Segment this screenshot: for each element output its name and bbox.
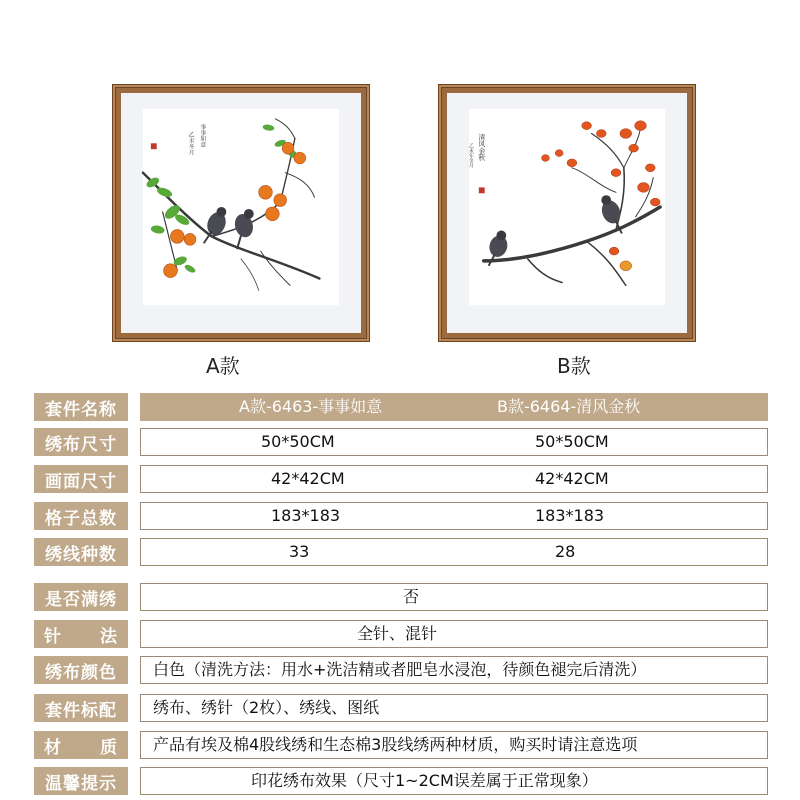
row-grid-count xyxy=(34,502,768,530)
label-kit-contents: 套件标配 xyxy=(34,694,128,722)
row-notice xyxy=(34,767,768,795)
seal-icon xyxy=(151,143,157,149)
row-set-name xyxy=(34,393,768,421)
fabric-size-a: 50*50CM xyxy=(261,432,335,451)
painting-a-title-text: 事事如意 xyxy=(198,123,205,148)
painting-a-frame xyxy=(112,84,370,342)
row-kit-contents xyxy=(34,694,768,722)
painting-b-frame xyxy=(438,84,696,342)
label-stitch xyxy=(34,620,128,648)
label-stitch-char-2: 法 xyxy=(100,626,118,647)
painting-b-inscription-text: 乙未年冬月 xyxy=(467,143,474,168)
label-material xyxy=(34,731,128,759)
label-fabric-size: 绣布尺寸 xyxy=(34,428,128,456)
painting-b-mat xyxy=(447,93,687,333)
set-name-a: A款-6463-事事如意 xyxy=(239,397,383,416)
row-image-size xyxy=(34,465,768,493)
value-thread-types xyxy=(140,538,768,566)
row-thread-types xyxy=(34,538,768,566)
painting-a-image xyxy=(143,109,339,305)
grid-count-a: 183*183 xyxy=(271,506,341,525)
value-image-size xyxy=(140,465,768,493)
label-material-char-2: 质 xyxy=(100,737,118,758)
label-set-name: 套件名称 xyxy=(34,393,128,421)
kit-contents-value: 绣布、绣针（2枚）、绣线、图纸 xyxy=(153,698,380,717)
painting-a-caption: A款 xyxy=(206,354,240,378)
row-fabric-color xyxy=(34,656,768,684)
value-fabric-size xyxy=(140,428,768,456)
value-fabric-color xyxy=(140,656,768,684)
value-stitch xyxy=(140,620,768,648)
thread-types-a: 33 xyxy=(289,542,310,561)
label-full-embroidery: 是否满绣 xyxy=(34,583,128,611)
stitch-value: 全针、混针 xyxy=(357,624,438,643)
row-full-embroidery xyxy=(34,583,768,611)
painting-b-caption: B款 xyxy=(557,354,591,378)
painting-a-mat xyxy=(121,93,361,333)
value-material xyxy=(140,731,768,759)
image-size-b: 42*42CM xyxy=(535,469,609,488)
label-image-size: 画面尺寸 xyxy=(34,465,128,493)
value-set-name xyxy=(140,393,768,421)
autumn-leaves-birds-painting xyxy=(469,109,665,305)
label-stitch-char-1: 针 xyxy=(44,626,62,647)
row-material xyxy=(34,731,768,759)
value-grid-count xyxy=(140,502,768,530)
full-embroidery-value: 否 xyxy=(403,587,420,606)
label-material-char-1: 材 xyxy=(44,737,62,758)
value-kit-contents xyxy=(140,694,768,722)
label-fabric-color: 绣布颜色 xyxy=(34,656,128,684)
label-thread-types: 绣线种数 xyxy=(34,538,128,566)
painting-b-image xyxy=(469,109,665,305)
notice-value: 印花绣布效果（尺寸1~2CM误差属于正常现象） xyxy=(251,771,598,790)
set-name-b: B款-6464-清风金秋 xyxy=(497,397,641,416)
persimmon-birds-painting xyxy=(143,109,339,305)
value-notice xyxy=(140,767,768,795)
grid-count-b: 183*183 xyxy=(535,506,605,525)
thread-types-b: 28 xyxy=(555,542,576,561)
value-full-embroidery xyxy=(140,583,768,611)
row-stitch xyxy=(34,620,768,648)
painting-a-inscription-text: 乙未冬月 xyxy=(187,131,194,156)
material-value: 产品有埃及棉4股线绣和生态棉3股线绣两种材质，购买时请注意选项 xyxy=(153,735,638,754)
image-size-a: 42*42CM xyxy=(271,469,345,488)
fabric-size-b: 50*50CM xyxy=(535,432,609,451)
label-grid-count: 格子总数 xyxy=(34,502,128,530)
painting-b-title-text: 清风金秋 xyxy=(476,133,485,161)
fabric-color-value: 白色（清洗方法：用水+洗洁精或者肥皂水浸泡，待颜色褪完后清洗） xyxy=(153,660,647,679)
row-fabric-size xyxy=(34,428,768,456)
label-notice: 温馨提示 xyxy=(34,767,128,795)
seal-icon xyxy=(479,187,485,193)
